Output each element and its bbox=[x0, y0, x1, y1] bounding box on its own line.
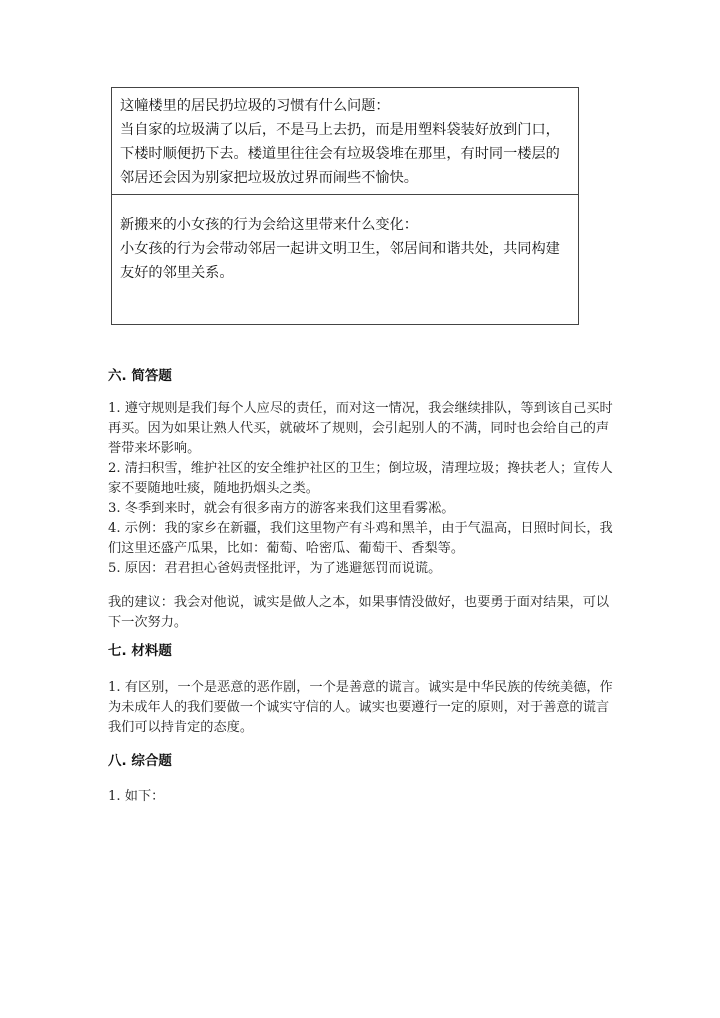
table-cell-garbage-habits bbox=[112, 88, 578, 195]
list-item: 1. 有区别，一个是恶意的恶作剧，一个是善意的谎言。诚实是中华民族的传统美德，作为未成年人的我们要做一个诚实守信的人。诚实也要遵行一定的原则，对于善意的谎言我们可以持肯定的态度。 bbox=[108, 680, 613, 735]
list-item: 1. 遵守规则是我们每个人应尽的责任，而对这一情况，我会继续排队，等到该自己买时再买。因为如果让熟人代买，就破坏了规则，会引起别人的不满，同时也会给自己的声誉带来坏影响。 bbox=[108, 401, 613, 456]
list-item: 5. 原因：君君担心爸妈责怪批评，为了逃避惩罚而说谎。 bbox=[108, 561, 442, 576]
section-heading-short-answer: 六. 简答题 bbox=[108, 368, 172, 384]
table-answer: 当自家的垃圾满了以后，不是马上去扔，而是用塑料袋装好放到门口，下楼时顺便扔下去。楼道里往往会有垃圾袋堆在那里，有时同一楼层的邻居还会因为别家把垃圾放过界而闹些不愉快。 bbox=[120, 122, 560, 186]
list-item: 3. 冬季到来时，就会有很多南方的游客来我们这里看雾凇。 bbox=[108, 501, 455, 516]
table-question: 新搬来的小女孩的行为会给这里带来什么变化： bbox=[120, 217, 418, 233]
list-item: 1. 如下： bbox=[108, 789, 165, 804]
list-item: 2. 清扫积雪，维护社区的安全维护社区的卫生；倒垃圾，清理垃圾；搀扶老人；宣传人家不要随地吐痰，随地扔烟头之类。 bbox=[108, 461, 613, 496]
table-question: 这幢楼里的居民扔垃圾的习惯有什么问题： bbox=[120, 98, 390, 114]
list-item: 4. 示例：我的家乡在新疆，我们这里物产有斗鸡和黑羊，由于气温高，日照时间长，我们这里还盛产瓜果，比如：葡萄、哈密瓜、葡萄干、香梨等。 bbox=[108, 521, 613, 556]
short-answer-list bbox=[108, 399, 614, 633]
suggestion-paragraph: 我的建议：我会对他说，诚实是做人之本，如果事情没做好，也要勇于面对结果，可以下一次努力。 bbox=[108, 595, 610, 630]
table-cell-girl-change bbox=[112, 195, 578, 324]
section-heading-comprehensive: 八. 综合题 bbox=[108, 753, 172, 769]
material-list bbox=[108, 678, 614, 738]
table-answer: 小女孩的行为会带动邻居一起讲文明卫生，邻居间和谐共处，共同构建友好的邻里关系。 bbox=[120, 241, 560, 281]
answer-table bbox=[111, 87, 579, 325]
section-heading-material: 七. 材料题 bbox=[108, 643, 172, 659]
comprehensive-list bbox=[108, 787, 614, 807]
